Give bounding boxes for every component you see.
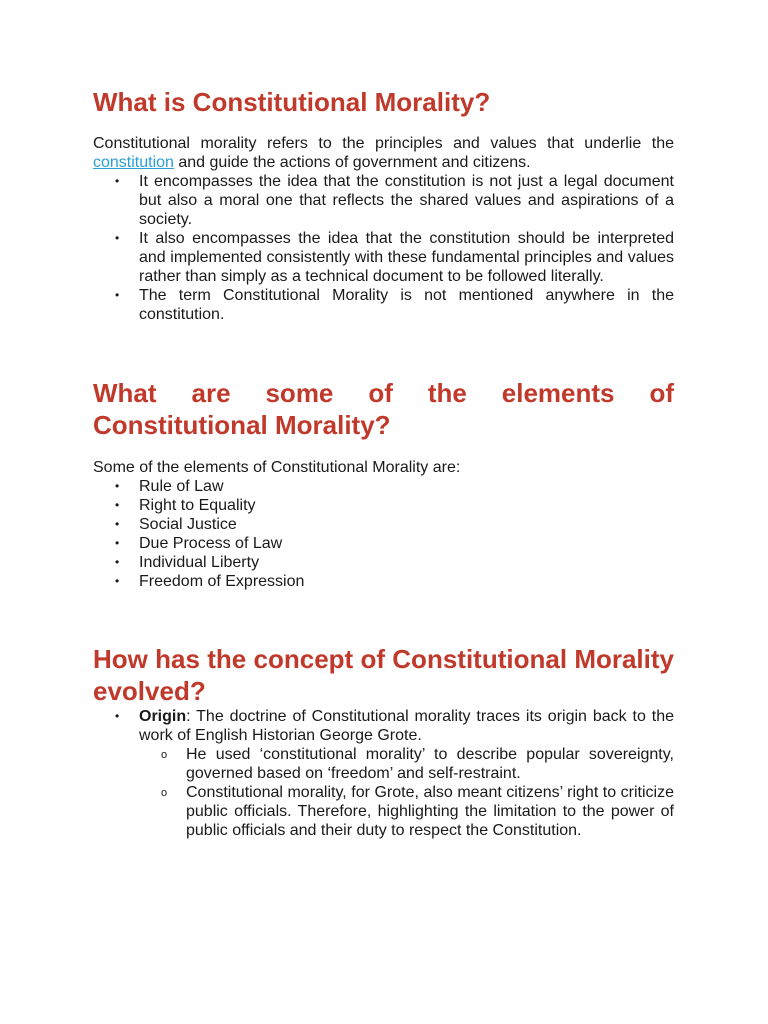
list-item-text: It encompasses the idea that the constitution is not just a legal document but also a moral one that reflects the shared values and aspirations of a society. xyxy=(139,173,674,228)
bullet-dot-icon: • xyxy=(115,555,120,569)
section-heading-elements: What are some of the elements of Constitutional Morality? xyxy=(93,378,674,440)
bullet-dot-icon: • xyxy=(115,536,120,550)
sub-list-item-text: Constitutional morality, for Grote, also meant citizens’ right to criticize public officials. Therefore, highlighting the limitation to the power of public officials and their duty to respect the Constitution. xyxy=(186,784,674,839)
section-intro-paragraph xyxy=(93,134,674,172)
bullet-dot-icon: • xyxy=(115,479,120,493)
elements-bullet-list xyxy=(93,477,674,591)
intro-text-after-link: and guide the actions of government and citizens. xyxy=(173,154,531,171)
list-item xyxy=(93,572,674,591)
section-heading-what-is: What is Constitutional Morality? xyxy=(93,87,491,117)
bullet-dot-icon: • xyxy=(115,498,120,512)
origin-label: Origin xyxy=(139,708,187,725)
bullet-dot-icon: • xyxy=(115,517,120,531)
list-item xyxy=(93,553,674,572)
list-item xyxy=(93,496,674,515)
circle-bullet-icon: o xyxy=(161,787,168,799)
list-item-text: Due Process of Law xyxy=(139,535,283,552)
bullet-dot-icon: • xyxy=(115,574,120,588)
list-item-text: Right to Equality xyxy=(139,497,256,514)
constitution-link[interactable]: constitution xyxy=(93,154,174,171)
list-item xyxy=(93,515,674,534)
elements-intro-paragraph: Some of the elements of Constitutional Morality are: xyxy=(93,459,461,476)
list-item-text: Social Justice xyxy=(139,516,237,533)
list-item-text: The term Constitutional Morality is not mentioned anywhere in the constitution. xyxy=(139,287,674,323)
list-item-text: Individual Liberty xyxy=(139,554,260,571)
origin-text: : The doctrine of Constitutional morality traces its origin back to the work of English Historian George Grote. xyxy=(139,708,674,744)
definition-bullet-list xyxy=(93,172,674,324)
sub-list-item xyxy=(139,745,674,783)
evolution-bullet-list xyxy=(93,707,674,840)
list-item-text: Freedom of Expression xyxy=(139,573,305,590)
list-item xyxy=(93,172,674,229)
list-item xyxy=(93,286,674,324)
sub-list-item-text: He used ‘constitutional morality’ to describe popular sovereignty, governed based on ‘freedom’ and self-restraint. xyxy=(186,746,674,782)
bullet-dot-icon: • xyxy=(115,288,120,302)
intro-text-before-link: Constitutional morality refers to the principles and values that underlie the xyxy=(93,135,674,152)
list-item xyxy=(93,229,674,286)
list-item xyxy=(93,534,674,553)
circle-bullet-icon: o xyxy=(161,749,168,761)
list-item xyxy=(93,477,674,496)
bullet-dot-icon: • xyxy=(115,231,120,245)
origin-sub-list xyxy=(139,745,674,840)
bullet-dot-icon: • xyxy=(115,174,120,188)
sub-list-item xyxy=(139,783,674,840)
bullet-dot-icon: • xyxy=(115,709,120,723)
section-heading-evolution: How has the concept of Constitutional Morality evolved? xyxy=(93,644,674,706)
list-item-text: Rule of Law xyxy=(139,478,224,495)
list-item-text: It also encompasses the idea that the constitution should be interpreted and implemented consistently with these fundamental principles and values rather than simply as a technical document to be followed literally. xyxy=(139,230,674,285)
list-item xyxy=(93,707,674,840)
